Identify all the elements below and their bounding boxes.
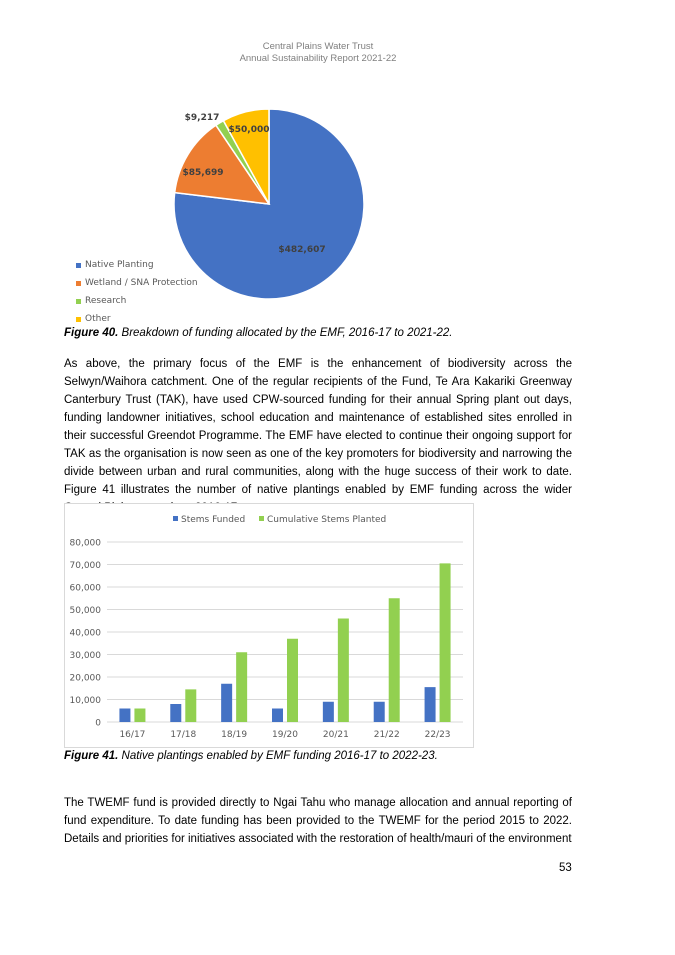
legend-label: Other <box>85 314 111 324</box>
figure-40-label: Figure 40. <box>64 327 119 339</box>
bar-stems-funded <box>323 702 334 722</box>
y-tick-label: 0 <box>95 718 101 729</box>
bar-cumulative-stems <box>389 598 400 722</box>
bar-stems-funded <box>374 702 385 722</box>
legend-item-other <box>76 310 198 328</box>
bar-stems-funded <box>221 684 232 722</box>
y-tick-label: 60,000 <box>69 583 101 594</box>
figure-41-label: Figure 41. <box>64 750 119 762</box>
bar-cumulative-stems <box>287 639 298 722</box>
pie-legend <box>76 256 198 328</box>
bar-stems-funded <box>170 704 181 722</box>
figure-41-text: Native plantings enabled by EMF funding 2016-17 to 2022-23. <box>118 750 438 762</box>
header-org: Central Plains Water Trust <box>262 41 374 52</box>
bar-cumulative-stems <box>338 619 349 723</box>
header-title: Annual Sustainability Report 2021-22 <box>239 53 397 64</box>
report-header <box>0 41 636 65</box>
y-tick-label: 20,000 <box>69 673 101 684</box>
figure-41-caption <box>64 750 438 762</box>
x-tick-label: 16/17 <box>119 730 146 740</box>
y-tick-label: 30,000 <box>69 651 101 661</box>
bar-stems-funded <box>425 687 436 722</box>
legend-item-wetland <box>76 274 198 292</box>
x-tick-label: 22/23 <box>424 730 451 740</box>
x-tick-label: 19/20 <box>272 730 298 740</box>
legend-swatch <box>76 317 81 322</box>
body-paragraph-2: The TWEMF fund is provided directly to Ngai Tahu who manage allocation and annual reporting of fund expenditure. To date funding has been provided to the TWEMF for the period 2015 to 2022. Details and priorities for initiatives associated with the restoration of health/mauri of the environment <box>64 797 572 845</box>
legend-stems-funded: Stems Funded <box>181 515 246 525</box>
legend-swatch <box>76 299 81 304</box>
bar-stems-funded <box>119 709 130 723</box>
figure-40-caption <box>64 327 452 339</box>
y-tick-label: 10,000 <box>69 696 101 706</box>
legend-cumulative-stems: Cumulative Stems Planted <box>267 515 387 525</box>
pie-label-wetland: $85,699 <box>182 168 224 178</box>
legend-item-research <box>76 292 198 310</box>
x-tick-label: 18/19 <box>221 730 248 740</box>
x-tick-label: 20/21 <box>322 730 349 740</box>
legend-item-native-planting <box>76 256 198 274</box>
body-paragraph-1: As above, the primary focus of the EMF is the enhancement of biodiversity across the Selwyn/Waihora catchment. One of the regular recipients of the Fund, Te Ara Kakariki Greenway Canterbury Trust (TAK), have used CPW-sourced funding for their annual Spring plant out days, funding landowner initiatives, school education and maintenance of established sites enrolled in their successful Greendot Programme. The EMF have elected to continue their ongoing support for TAK as the organisation is now seen as one of the key promoters for biodiversity and narrowing the divide between urban and rural communities, along with the huge success of their work to date. Figure 41 illustrates the number of native plantings enabled by EMF funding across the wider <box>64 358 572 496</box>
page-number: 53 <box>559 862 572 874</box>
bar-stems-funded <box>272 709 283 723</box>
bar-cumulative-stems <box>185 689 196 722</box>
bar-chart-svg <box>65 504 473 747</box>
legend-label: Research <box>85 296 127 306</box>
legend-swatch <box>259 516 264 521</box>
legend-swatch <box>76 281 81 286</box>
bar-cumulative-stems <box>440 563 451 722</box>
y-tick-label: 40,000 <box>69 628 101 639</box>
x-tick-label: 21/22 <box>373 730 400 740</box>
y-tick-label: 70,000 <box>69 561 101 571</box>
pie-label-research: $9,217 <box>184 113 220 123</box>
x-tick-label: 17/18 <box>170 730 197 740</box>
legend-swatch <box>76 263 81 268</box>
bar-cumulative-stems <box>134 709 145 723</box>
legend-label: Wetland / SNA Protection <box>85 278 198 288</box>
figure-40-text: Breakdown of funding allocated by the EMF, 2016-17 to 2021-22. <box>118 327 453 339</box>
y-tick-label: 80,000 <box>69 538 101 549</box>
y-tick-label: 50,000 <box>69 606 101 616</box>
pie-label-native-planting: $482,607 <box>278 245 326 255</box>
legend-label: Native Planting <box>85 260 154 270</box>
bar-cumulative-stems <box>236 652 247 722</box>
plantings-bar-chart <box>64 503 474 748</box>
legend-swatch <box>173 516 178 521</box>
pie-label-other: $50,000 <box>228 125 270 135</box>
